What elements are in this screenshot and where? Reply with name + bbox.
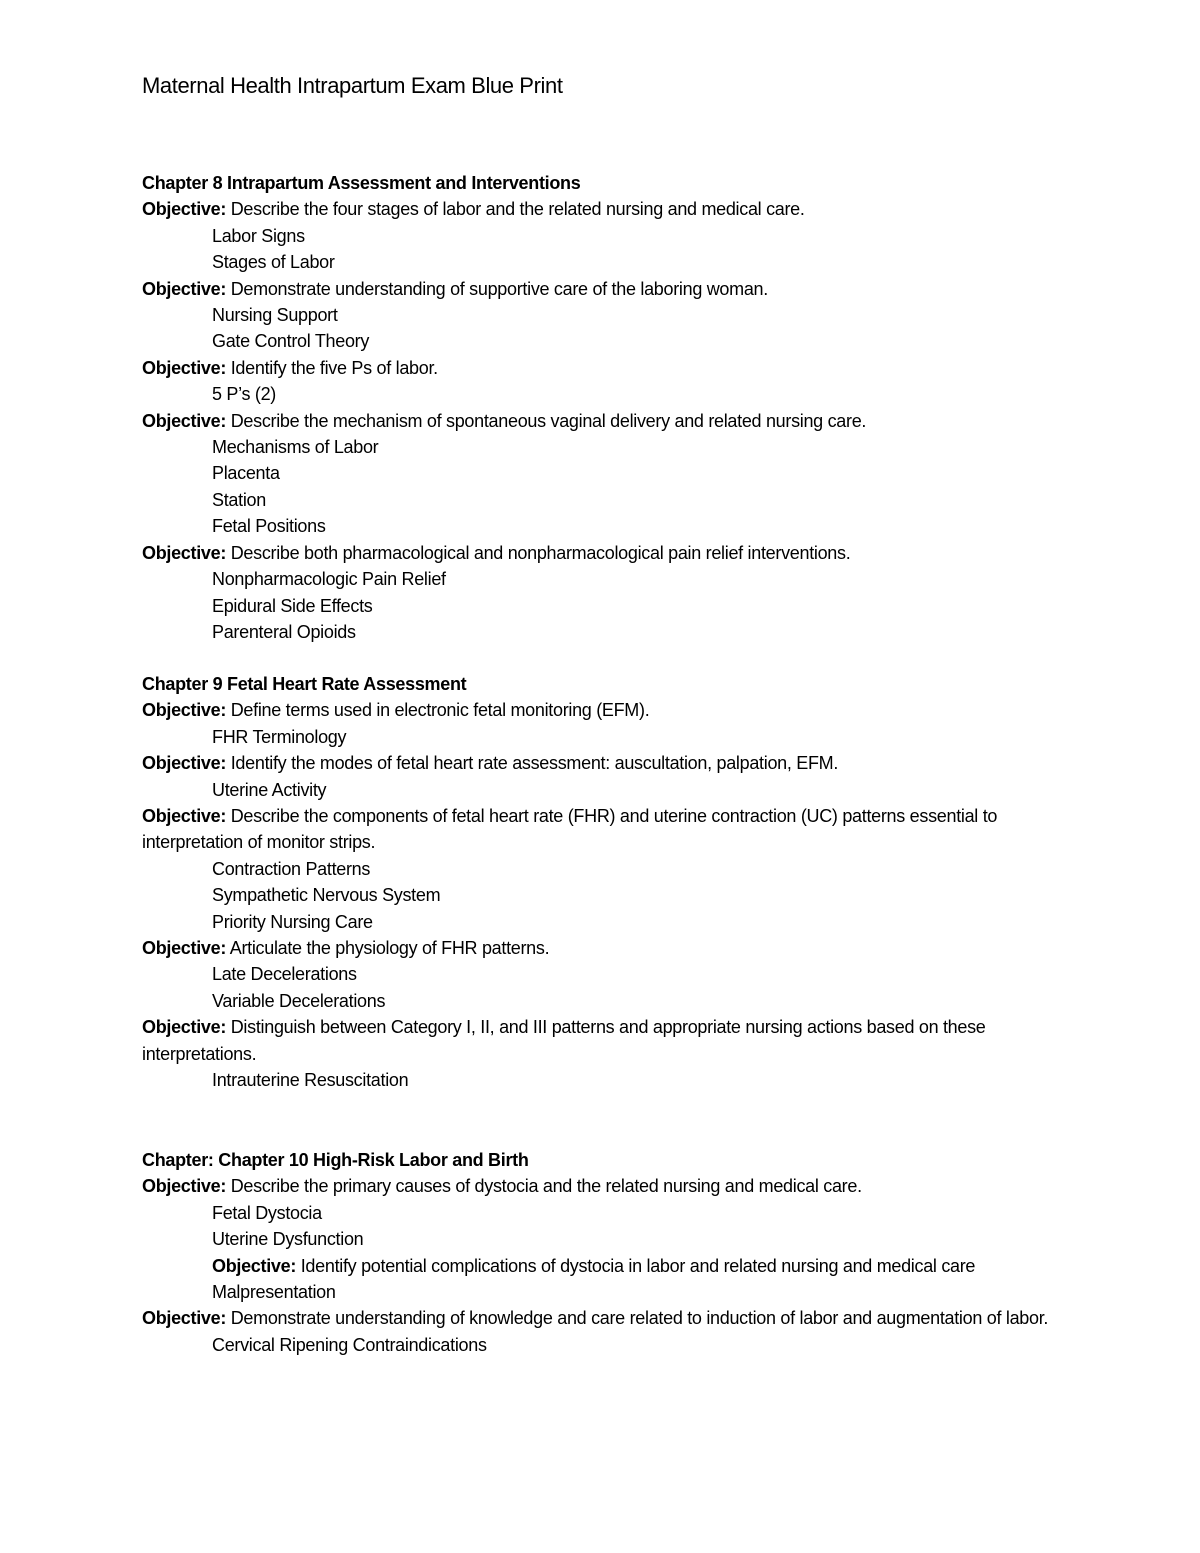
objective-text: Describe the four stages of labor and the related nursing and medical care. — [226, 199, 805, 220]
objective-text: Demonstrate understanding of supportive care of the laboring woman. — [226, 278, 768, 299]
topic-item: Late Decelerations — [212, 964, 357, 985]
objective-label: Objective: — [142, 1308, 227, 1329]
topic-item: FHR Terminology — [212, 726, 347, 747]
chapter-10-section — [142, 1147, 1052, 1358]
objective-label: Objective: — [142, 199, 227, 220]
topic-item: Nonpharmacologic Pain Relief — [212, 569, 446, 590]
chapter-heading: Chapter 8 Intrapartum Assessment and Interventions — [142, 173, 581, 193]
objective-line — [142, 1253, 1052, 1279]
objective-label: Objective: — [142, 1017, 227, 1038]
objective-label: Objective: — [142, 806, 227, 827]
objective-text: Describe the primary causes of dystocia and the related nursing and medical care. — [226, 1176, 862, 1197]
topic-item: Priority Nursing Care — [212, 911, 373, 932]
objective-line — [142, 1014, 1052, 1067]
objective-label: Objective: — [142, 1176, 227, 1197]
objective-line — [142, 540, 1052, 566]
topic-item: Malpresentation — [212, 1282, 336, 1303]
topic-item: Parenteral Opioids — [212, 621, 356, 642]
document-title: Maternal Health Intrapartum Exam Blue Print — [142, 73, 563, 98]
topic-item: Sympathetic Nervous System — [212, 885, 441, 906]
objective-line — [142, 1173, 1052, 1199]
objective-label: Objective: — [142, 938, 227, 959]
objective-text: Articulate the physiology of FHR patterns. — [226, 938, 550, 959]
topic-item: Mechanisms of Labor — [212, 437, 379, 458]
objective-line — [142, 1305, 1052, 1331]
topic-item: Epidural Side Effects — [212, 595, 373, 616]
objective-line — [142, 935, 1052, 961]
objective-line — [142, 355, 1052, 381]
objective-text: Demonstrate understanding of knowledge and care related to induction of labor and augmentation of labor. — [226, 1308, 1049, 1329]
objective-line — [142, 697, 1052, 723]
objective-text: Describe the mechanism of spontaneous vaginal delivery and related nursing care. — [226, 410, 867, 431]
topic-item: Uterine Dysfunction — [212, 1229, 364, 1250]
objective-line — [142, 803, 1052, 856]
objective-text: Describe the components of fetal heart rate (FHR) and uterine contraction (UC) patterns essential to interpretation of monitor strips. — [142, 806, 998, 853]
objective-line — [142, 408, 1052, 434]
topic-item: 5 P’s (2) — [212, 384, 276, 405]
topic-item: Labor Signs — [212, 225, 305, 246]
topic-item: Uterine Activity — [212, 779, 327, 800]
topic-item: Placenta — [212, 463, 280, 484]
topic-item: Contraction Patterns — [212, 858, 371, 879]
chapter-8-section — [142, 170, 1052, 645]
topic-item: Station — [212, 489, 266, 510]
topic-item: Fetal Dystocia — [212, 1202, 322, 1223]
objective-label: Objective: — [142, 753, 227, 774]
topic-item: Gate Control Theory — [212, 331, 370, 352]
objective-text: Identify the five Ps of labor. — [226, 357, 438, 378]
topic-item: Nursing Support — [212, 305, 338, 326]
chapter-heading: Chapter 9 Fetal Heart Rate Assessment — [142, 674, 467, 694]
objective-label: Objective: — [142, 357, 227, 378]
objective-line — [142, 276, 1052, 302]
objective-label: Objective: — [142, 278, 227, 299]
objective-text: Define terms used in electronic fetal monitoring (EFM). — [226, 700, 650, 721]
objective-text: Distinguish between Category I, II, and III patterns and appropriate nursing actions based on these interpretations. — [142, 1017, 986, 1064]
objective-label: Objective: — [142, 700, 227, 721]
objective-text: Identify potential complications of dystocia in labor and related nursing and medical care — [296, 1255, 976, 1276]
topic-item: Intrauterine Resuscitation — [212, 1070, 409, 1091]
topic-item: Cervical Ripening Contraindications — [212, 1334, 487, 1355]
chapter-9-section — [142, 671, 1052, 1094]
topic-item: Stages of Labor — [212, 252, 335, 273]
objective-label: Objective: — [142, 542, 227, 563]
objective-text: Identify the modes of fetal heart rate assessment: auscultation, palpation, EFM. — [226, 753, 839, 774]
chapter-heading: Chapter: Chapter 10 High-Risk Labor and Birth — [142, 1150, 529, 1170]
topic-item: Variable Decelerations — [212, 990, 386, 1011]
objective-text: Describe both pharmacological and nonpharmacological pain relief interventions. — [226, 542, 851, 563]
objective-line — [142, 196, 1052, 222]
objective-label: Objective: — [212, 1255, 297, 1276]
objective-line — [142, 750, 1052, 776]
topic-item: Fetal Positions — [212, 516, 326, 537]
objective-label: Objective: — [142, 410, 227, 431]
